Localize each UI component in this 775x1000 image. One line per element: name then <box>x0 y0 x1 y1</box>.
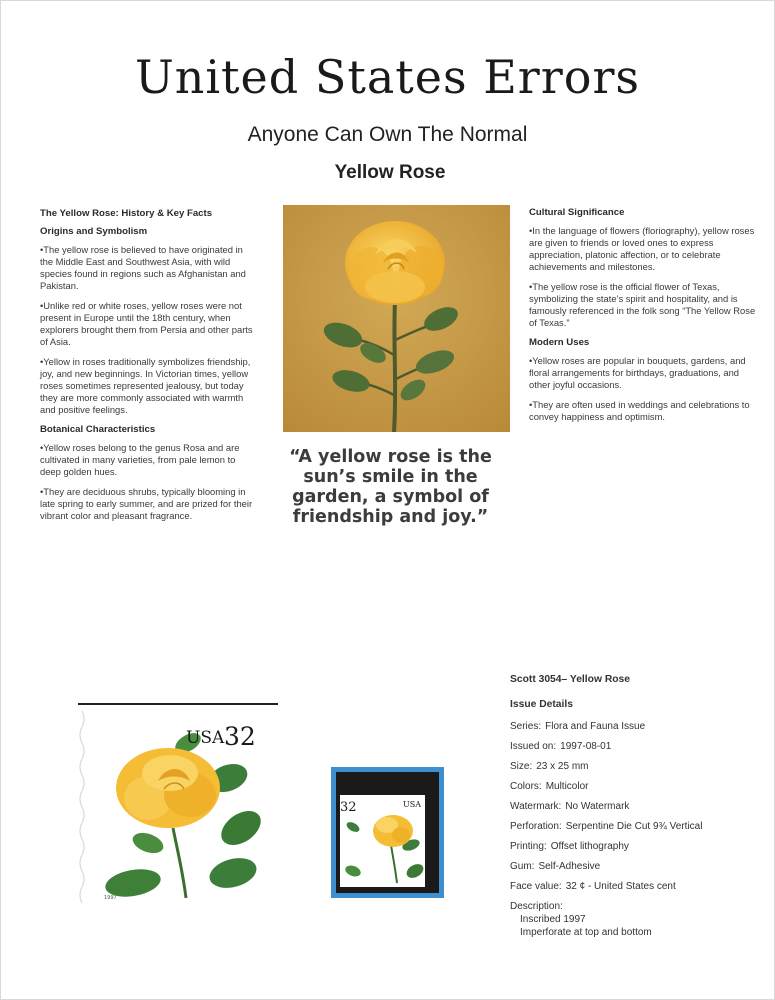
cultural-heading: Cultural Significance <box>529 207 625 218</box>
detail-row <box>510 781 750 791</box>
detail-row <box>510 741 750 751</box>
yellow-rose-painting <box>283 205 510 432</box>
detail-value: No Watermark <box>565 801 630 812</box>
description-line: Imperforate at top and bottom <box>520 927 652 938</box>
cultural-paragraph: •The yellow rose is the official flower of Texas, symbolizing the state’s spirit and hospitality, and is famously referenced in the folk song “The Yellow Rose of Texas.” <box>529 281 756 328</box>
stamp1-year: 1997 <box>104 895 117 901</box>
mounted-stamp <box>331 767 444 898</box>
detail-label: Gum: <box>510 861 535 872</box>
detail-label: Perforation: <box>510 821 562 832</box>
botanical-paragraph: •They are deciduous shrubs, typically blooming in late spring to early summer, and are prized for their vibrant color and pleasant fragrance. <box>40 486 253 521</box>
detail-row <box>510 821 750 831</box>
stamp1-country: USA <box>186 728 225 748</box>
cultural-paragraph: •In the language of flowers (floriography), yellow roses are given to friends or loved ones to express appreciation, platonic affection, or to celebrate achievements and milestones. <box>529 225 755 272</box>
detail-value: 32 ¢ - United States cent <box>565 881 676 892</box>
detail-label: Watermark: <box>510 801 562 812</box>
origins-paragraph: •Unlike red or white roses, yellow roses were not present in Europe until the 18th century, when explorers brought them from Persia and other parts of Asia. <box>40 300 253 347</box>
stamp2-country: USA <box>403 800 421 809</box>
botanical-heading: Botanical Characteristics <box>40 424 156 435</box>
page-subtitle: Anyone Can Own The Normal <box>247 123 528 146</box>
rose-quote: “A yellow rose is the sun’s smile in the garden, a symbol of friendship and joy.” <box>289 447 492 527</box>
history-column <box>40 208 255 530</box>
detail-label: Face value: <box>510 881 562 892</box>
stamp-name-heading: Yellow Rose <box>334 162 446 183</box>
detail-value: Multicolor <box>545 781 589 792</box>
detail-label: Series: <box>510 721 542 732</box>
details-title: Scott 3054– Yellow Rose <box>510 674 630 685</box>
origins-paragraph: •The yellow rose is believed to have originated in the Middle East and Southwest Asia, with wild species found in regions such as Afghanistan and Pakistan. <box>40 244 246 291</box>
detail-value: Offset lithography <box>550 841 629 852</box>
detail-value: Serpentine Die Cut 9¾ Vertical <box>565 821 703 832</box>
origins-heading: Origins and Symbolism <box>40 226 148 237</box>
modern-heading: Modern Uses <box>529 337 590 348</box>
stamp1-denomination: 32 <box>224 722 256 751</box>
detail-label: Size: <box>510 761 533 772</box>
origins-paragraph: •Yellow in roses traditionally symbolizes friendship, joy, and new beginnings. In Victorian times, yellow roses sometimes represented jealousy, but today they are more commonly associated with warmth and positive feelings. <box>40 356 251 415</box>
detail-value: Flora and Fauna Issue <box>545 721 646 732</box>
detail-row <box>510 841 750 851</box>
modern-paragraph: •Yellow roses are popular in bouquets, gardens, and floral arrangements for birthdays, graduations, and other joyful occasions. <box>529 355 746 390</box>
description-label: Description: <box>510 901 563 912</box>
detail-label: Printing: <box>510 841 547 852</box>
yellow-rose-stamp <box>78 703 278 911</box>
description-line: Inscribed 1997 <box>520 914 586 925</box>
details-heading: Issue Details <box>510 699 573 710</box>
botanical-paragraph: •Yellow roses belong to the genus Rosa and are cultivated in many varieties, from pale lemon to deep golden hues. <box>40 442 240 477</box>
detail-row <box>510 881 750 891</box>
history-heading: The Yellow Rose: History & Key Facts <box>40 208 213 219</box>
detail-row <box>510 721 750 731</box>
modern-paragraph: •They are often used in weddings and celebrations to convey happiness and optimism. <box>529 399 750 422</box>
stamp2-denomination: 32 <box>340 800 357 815</box>
detail-value: 1997-08-01 <box>560 741 612 752</box>
issue-details <box>510 674 750 938</box>
detail-value: 23 x 25 mm <box>536 761 589 772</box>
detail-row <box>510 801 750 811</box>
detail-row <box>510 861 750 871</box>
page-title: United States Errors <box>134 50 641 104</box>
detail-label: Issued on: <box>510 741 557 752</box>
detail-row <box>510 761 750 771</box>
detail-value: Self-Adhesive <box>538 861 601 872</box>
detail-label: Colors: <box>510 781 542 792</box>
cultural-column <box>529 207 761 431</box>
